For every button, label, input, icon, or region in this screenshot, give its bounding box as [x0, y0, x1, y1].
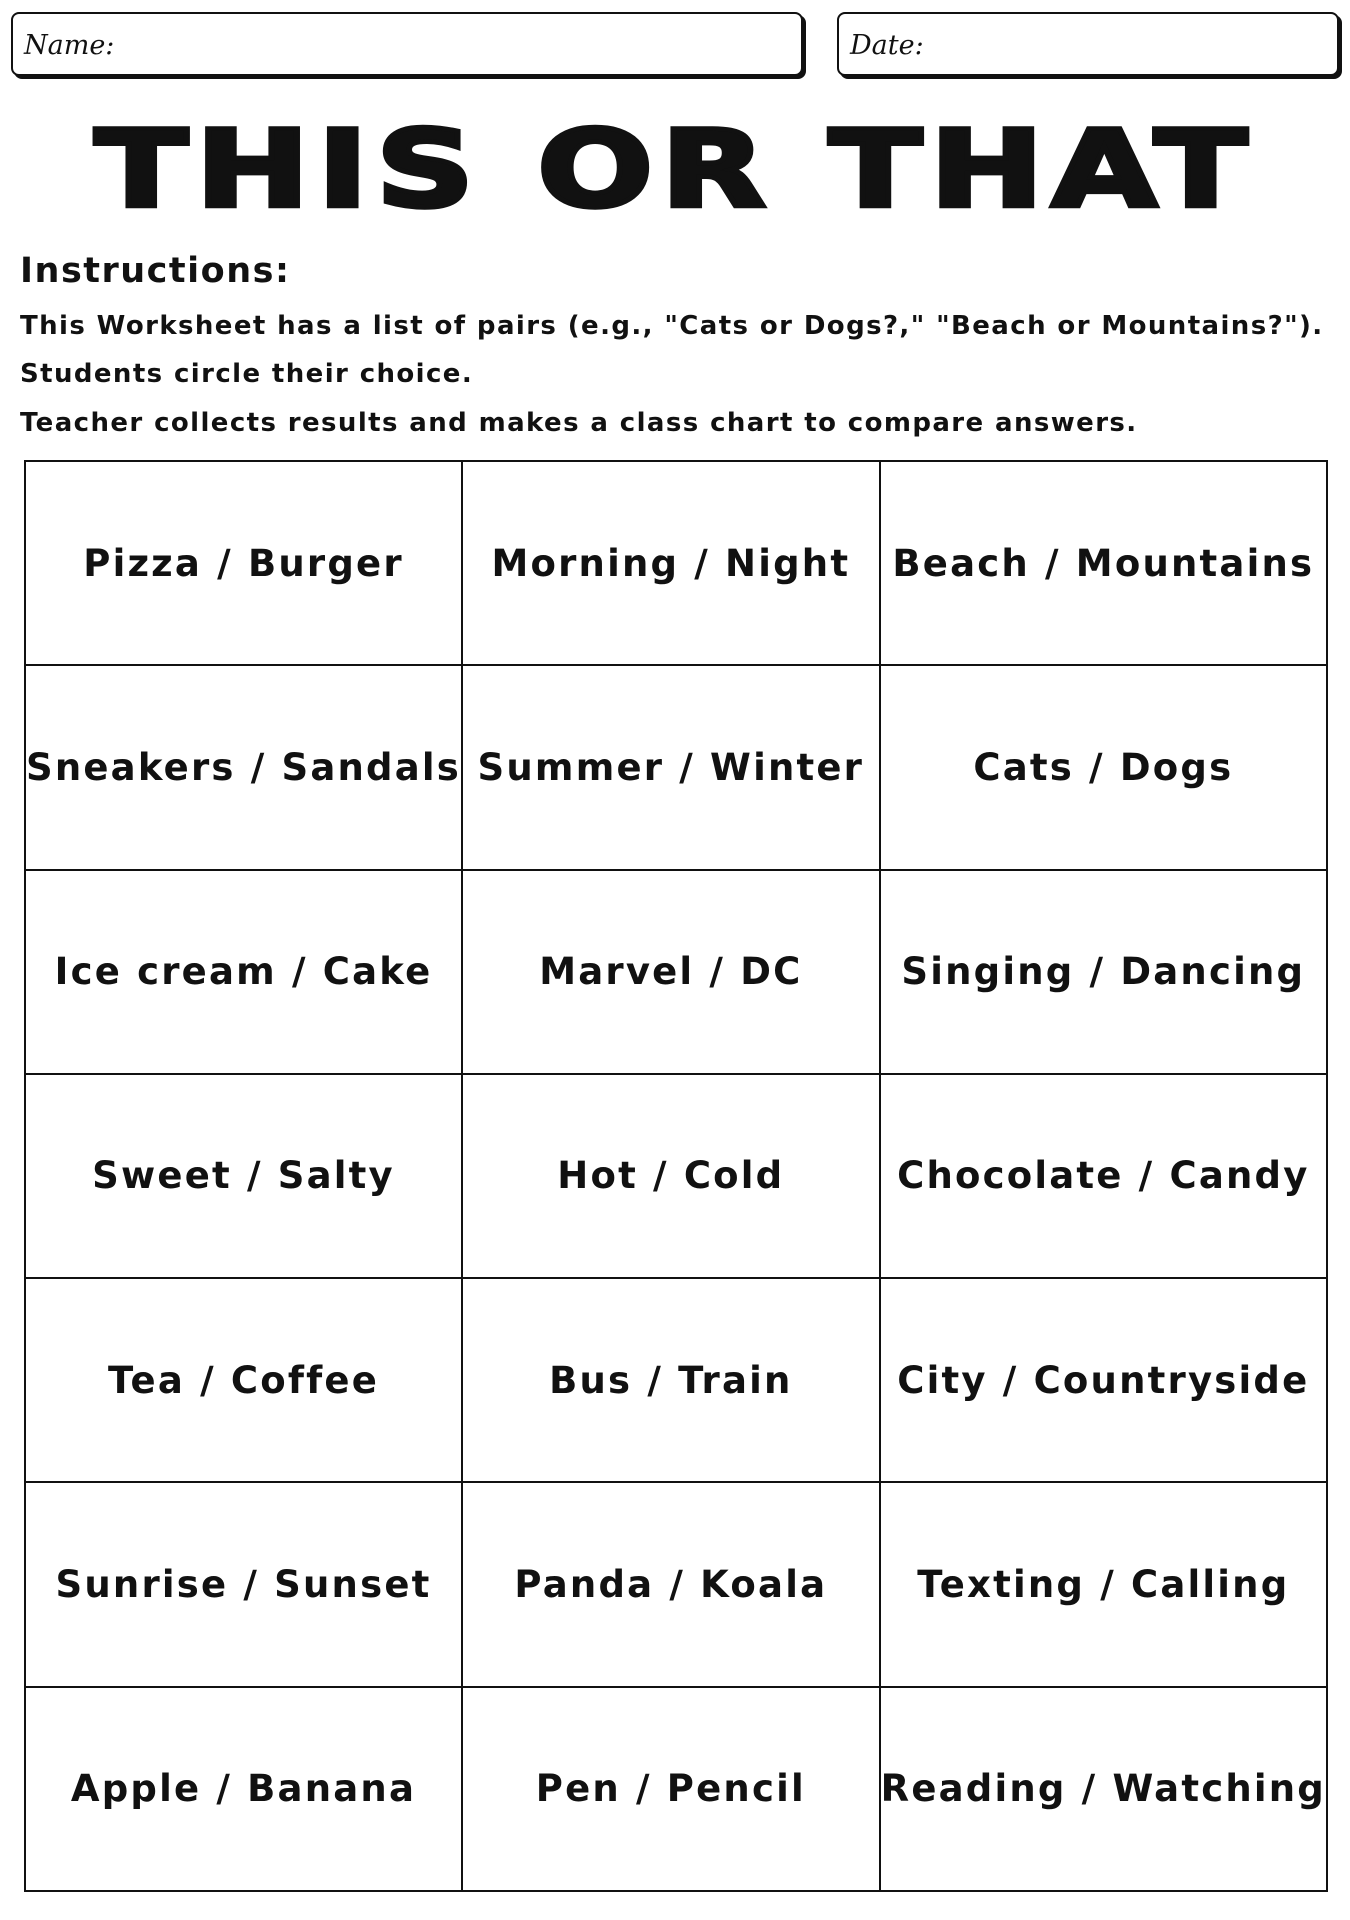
choice-cell[interactable]: [26, 871, 463, 1075]
choice-text: Singing / Dancing: [901, 950, 1306, 994]
worksheet-title: THIS OR THAT: [94, 108, 1256, 232]
choice-text: Texting / Calling: [917, 1563, 1290, 1607]
choice-text: Apple / Banana: [70, 1767, 417, 1811]
choice-text: Beach / Mountains: [892, 541, 1315, 585]
choice-text: Morning / Night: [491, 541, 851, 585]
choice-cell[interactable]: [26, 1688, 463, 1892]
choice-text: Cats / Dogs: [973, 745, 1234, 789]
choice-cell[interactable]: [26, 1483, 463, 1687]
choice-cell[interactable]: [463, 1483, 881, 1687]
choice-cell[interactable]: [26, 1279, 463, 1483]
name-input[interactable]: [123, 24, 789, 66]
choice-cell[interactable]: [26, 1075, 463, 1279]
choice-text: Sweet / Salty: [92, 1154, 395, 1198]
instruction-line: This Worksheet has a list of pairs (e.g., "Cats or Dogs?," "Beach or Mountains?").: [20, 311, 1324, 341]
choice-cell[interactable]: [881, 1075, 1328, 1279]
choice-text: Chocolate / Candy: [897, 1154, 1310, 1198]
choice-cell[interactable]: [881, 1483, 1328, 1687]
choice-cell[interactable]: [881, 871, 1328, 1075]
name-label: Name:: [24, 30, 115, 61]
choice-cell[interactable]: [881, 666, 1328, 870]
choice-text: Marvel / DC: [539, 950, 803, 994]
instructions-heading: Instructions:: [20, 251, 291, 291]
choice-cell[interactable]: [463, 1075, 881, 1279]
choice-text: Sunrise / Sunset: [55, 1563, 432, 1607]
choice-text: Bus / Train: [549, 1358, 793, 1402]
choice-text: City / Countryside: [897, 1358, 1310, 1402]
choice-cell[interactable]: [881, 462, 1328, 666]
choice-text: Tea / Coffee: [108, 1358, 380, 1402]
choice-cell[interactable]: [463, 1279, 881, 1483]
choice-text: Hot / Cold: [557, 1154, 785, 1198]
choice-cell[interactable]: [26, 462, 463, 666]
date-input[interactable]: [931, 24, 1325, 66]
choices-grid: [24, 460, 1328, 1892]
choice-cell[interactable]: [881, 1688, 1328, 1892]
date-label: Date:: [850, 30, 924, 61]
name-field-box: [11, 12, 803, 76]
date-field-box: [837, 12, 1339, 76]
instruction-line: Teacher collects results and makes a class chart to compare answers.: [20, 408, 1138, 438]
choice-text: Sneakers / Sandals: [26, 745, 462, 789]
choice-cell[interactable]: [463, 1688, 881, 1892]
choice-cell[interactable]: [463, 666, 881, 870]
choice-text: Pen / Pencil: [535, 1767, 806, 1811]
choice-cell[interactable]: [463, 871, 881, 1075]
choice-text: Panda / Koala: [514, 1563, 828, 1607]
choice-text: Reading / Watching: [880, 1767, 1326, 1811]
instruction-line: Students circle their choice.: [20, 359, 474, 389]
choice-text: Ice cream / Cake: [54, 950, 433, 994]
choice-text: Summer / Winter: [477, 745, 865, 789]
choice-cell[interactable]: [881, 1279, 1328, 1483]
choice-cell[interactable]: [463, 462, 881, 666]
choice-text: Pizza / Burger: [83, 541, 404, 585]
choice-cell[interactable]: [26, 666, 463, 870]
